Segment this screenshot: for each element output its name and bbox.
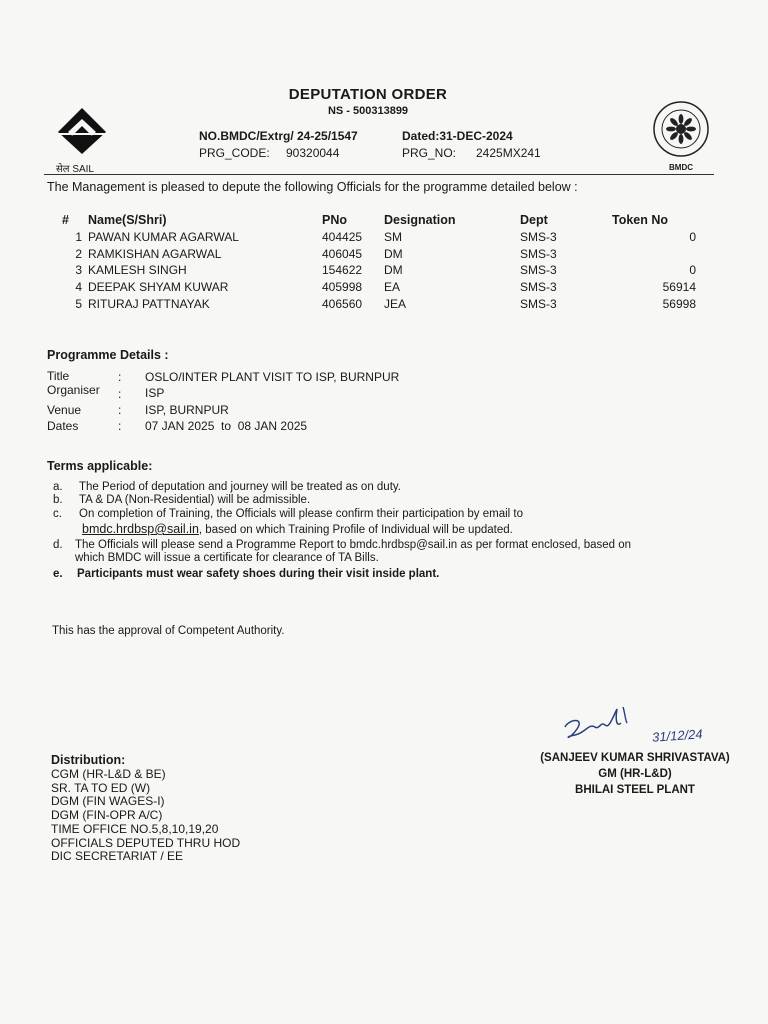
- term-marker: b.: [53, 494, 63, 506]
- official-designation: DM: [384, 246, 403, 261]
- programme-venue-value: ISP, BURNPUR: [145, 403, 229, 417]
- signatory-organisation: BHILAI STEEL PLANT: [575, 784, 695, 796]
- prg-code-value: 90320044: [286, 146, 340, 160]
- handwritten-date: 31/12/24: [651, 726, 704, 745]
- table-header-row: [62, 211, 696, 229]
- signatory-name: (SANJEEV KUMAR SHRIVASTAVA): [540, 752, 730, 764]
- term-c-email: bmdc.hrdbsp@sail.in: [82, 522, 199, 536]
- official-designation: JEA: [384, 296, 407, 311]
- term-b-text: TA & DA (Non-Residential) will be admissible.: [79, 494, 311, 506]
- col-header-number: #: [62, 213, 69, 227]
- official-name: KAMLESH SINGH: [88, 263, 187, 278]
- prg-code-label: PRG_CODE:: [199, 146, 270, 160]
- list-item: SR. TA TO ED (W): [51, 780, 151, 795]
- header-divider: [44, 174, 714, 175]
- colon-separator: :: [118, 403, 122, 417]
- approval-text: This has the approval of Competent Authority.: [52, 625, 285, 637]
- official-pno: 406560: [322, 296, 363, 311]
- list-item: TIME OFFICE NO.5,8,10,19,20: [51, 821, 219, 836]
- term-a: [53, 481, 401, 494]
- term-c-continued: [82, 522, 513, 536]
- terms-heading: Terms applicable:: [47, 459, 153, 473]
- official-dept: SMS-3: [520, 263, 557, 278]
- programme-title-label: Title: [47, 369, 70, 383]
- table-row: [62, 246, 696, 263]
- term-a-text: The Period of deputation and journey will be treated as on duty.: [79, 481, 401, 493]
- official-name: PAWAN KUMAR AGARWAL: [88, 230, 239, 245]
- list-item: DGM (FIN-OPR A/C): [51, 808, 163, 823]
- official-designation: DM: [384, 263, 403, 278]
- list-item: DIC SECRETARIAT / EE: [51, 849, 184, 864]
- order-number: NO.BMDC/Extrg/ 24-25/1547: [199, 129, 358, 143]
- table-row: [62, 229, 696, 246]
- colon-separator: :: [118, 370, 122, 384]
- term-marker: e.: [53, 568, 63, 580]
- col-header-designation: Designation: [384, 213, 456, 227]
- official-dept: SMS-3: [520, 296, 557, 311]
- list-item: DGM (FIN WAGES-I): [51, 794, 165, 809]
- programme-heading: Programme Details :: [47, 348, 169, 362]
- row-number: 5: [75, 296, 82, 311]
- signatory-designation: GM (HR-L&D): [598, 768, 672, 780]
- bmdc-logo-text: BMDC: [669, 163, 693, 172]
- prg-no-value: 2425MX241: [476, 146, 541, 160]
- official-designation: SM: [384, 230, 402, 245]
- term-b: [53, 494, 310, 507]
- official-name: RAMKISHAN AGARWAL: [88, 246, 222, 261]
- official-dept: SMS-3: [520, 280, 557, 295]
- col-header-name: Name(S/Shri): [88, 213, 167, 227]
- term-d: [53, 539, 631, 552]
- col-header-token: Token No: [612, 213, 669, 227]
- programme-title-value: OSLO/INTER PLANT VISIT TO ISP, BURNPUR: [145, 370, 400, 384]
- row-number: 4: [75, 280, 82, 295]
- term-e-text: Participants must wear safety shoes during their visit inside plant.: [77, 568, 440, 580]
- term-d-text: The Officials will please send a Programme Report to bmdc.hrdbsp@sail.in as per format enclosed, based on: [75, 539, 632, 551]
- term-d-continued: which BMDC will issue a certificate for clearance of TA Bills.: [75, 552, 379, 564]
- officials-table: [62, 211, 696, 312]
- list-item: OFFICIALS DEPUTED THRU HOD: [51, 835, 241, 850]
- row-number: 2: [75, 246, 82, 261]
- sail-logo-text: सेल SAIL: [56, 164, 94, 175]
- distribution-heading: Distribution:: [51, 753, 126, 767]
- official-token: 56914: [662, 280, 696, 295]
- official-dept: SMS-3: [520, 246, 557, 261]
- order-date: Dated:31-DEC-2024: [402, 129, 513, 143]
- official-pno: 406045: [322, 246, 363, 261]
- term-e: [53, 568, 439, 581]
- official-designation: EA: [384, 280, 401, 295]
- term-c-text: On completion of Training, the Officials will please confirm their participation by email to: [79, 508, 524, 520]
- official-token: 56998: [662, 296, 696, 311]
- list-item: CGM (HR-L&D & BE): [51, 767, 166, 781]
- term-marker: d.: [53, 539, 63, 551]
- page-title: DEPUTATION ORDER: [288, 86, 448, 103]
- term-marker: c.: [53, 508, 62, 520]
- programme-dates-label: Dates: [47, 419, 79, 433]
- row-number: 3: [75, 263, 82, 278]
- official-name: DEEPAK SHYAM KUWAR: [88, 280, 229, 295]
- official-token: [612, 246, 696, 263]
- official-name: RITURAJ PATTNAYAK: [88, 296, 210, 311]
- table-row: [62, 295, 696, 312]
- official-token: 0: [689, 263, 696, 278]
- col-header-pno: PNo: [322, 213, 347, 227]
- table-row: [62, 279, 696, 296]
- term-c: [53, 508, 523, 521]
- intro-text: The Management is pleased to depute the following Officials for the programme detailed below :: [47, 180, 578, 194]
- distribution-list: [51, 768, 240, 864]
- official-pno: 404425: [322, 230, 363, 245]
- official-pno: 405998: [322, 280, 363, 295]
- colon-separator: :: [118, 419, 122, 433]
- programme-organiser-label: Organiser: [47, 383, 100, 397]
- prg-no-label: PRG_NO:: [402, 146, 457, 160]
- ns-number: NS - 500313899: [327, 105, 409, 117]
- official-dept: SMS-3: [520, 230, 557, 245]
- colon-separator: :: [118, 387, 122, 401]
- programme-organiser-value: ISP: [145, 386, 165, 400]
- row-number: 1: [75, 230, 82, 245]
- official-pno: 154622: [322, 263, 363, 278]
- term-marker: a.: [53, 481, 63, 493]
- programme-venue-label: Venue: [47, 403, 82, 417]
- col-header-dept: Dept: [520, 213, 548, 227]
- programme-dates-value: 07 JAN 2025 to 08 JAN 2025: [145, 419, 308, 433]
- table-row: [62, 262, 696, 279]
- term-c-text-rest: , based on which Training Profile of Individual will be updated.: [198, 524, 513, 536]
- signatory-block: [520, 750, 750, 798]
- official-token: 0: [689, 230, 696, 245]
